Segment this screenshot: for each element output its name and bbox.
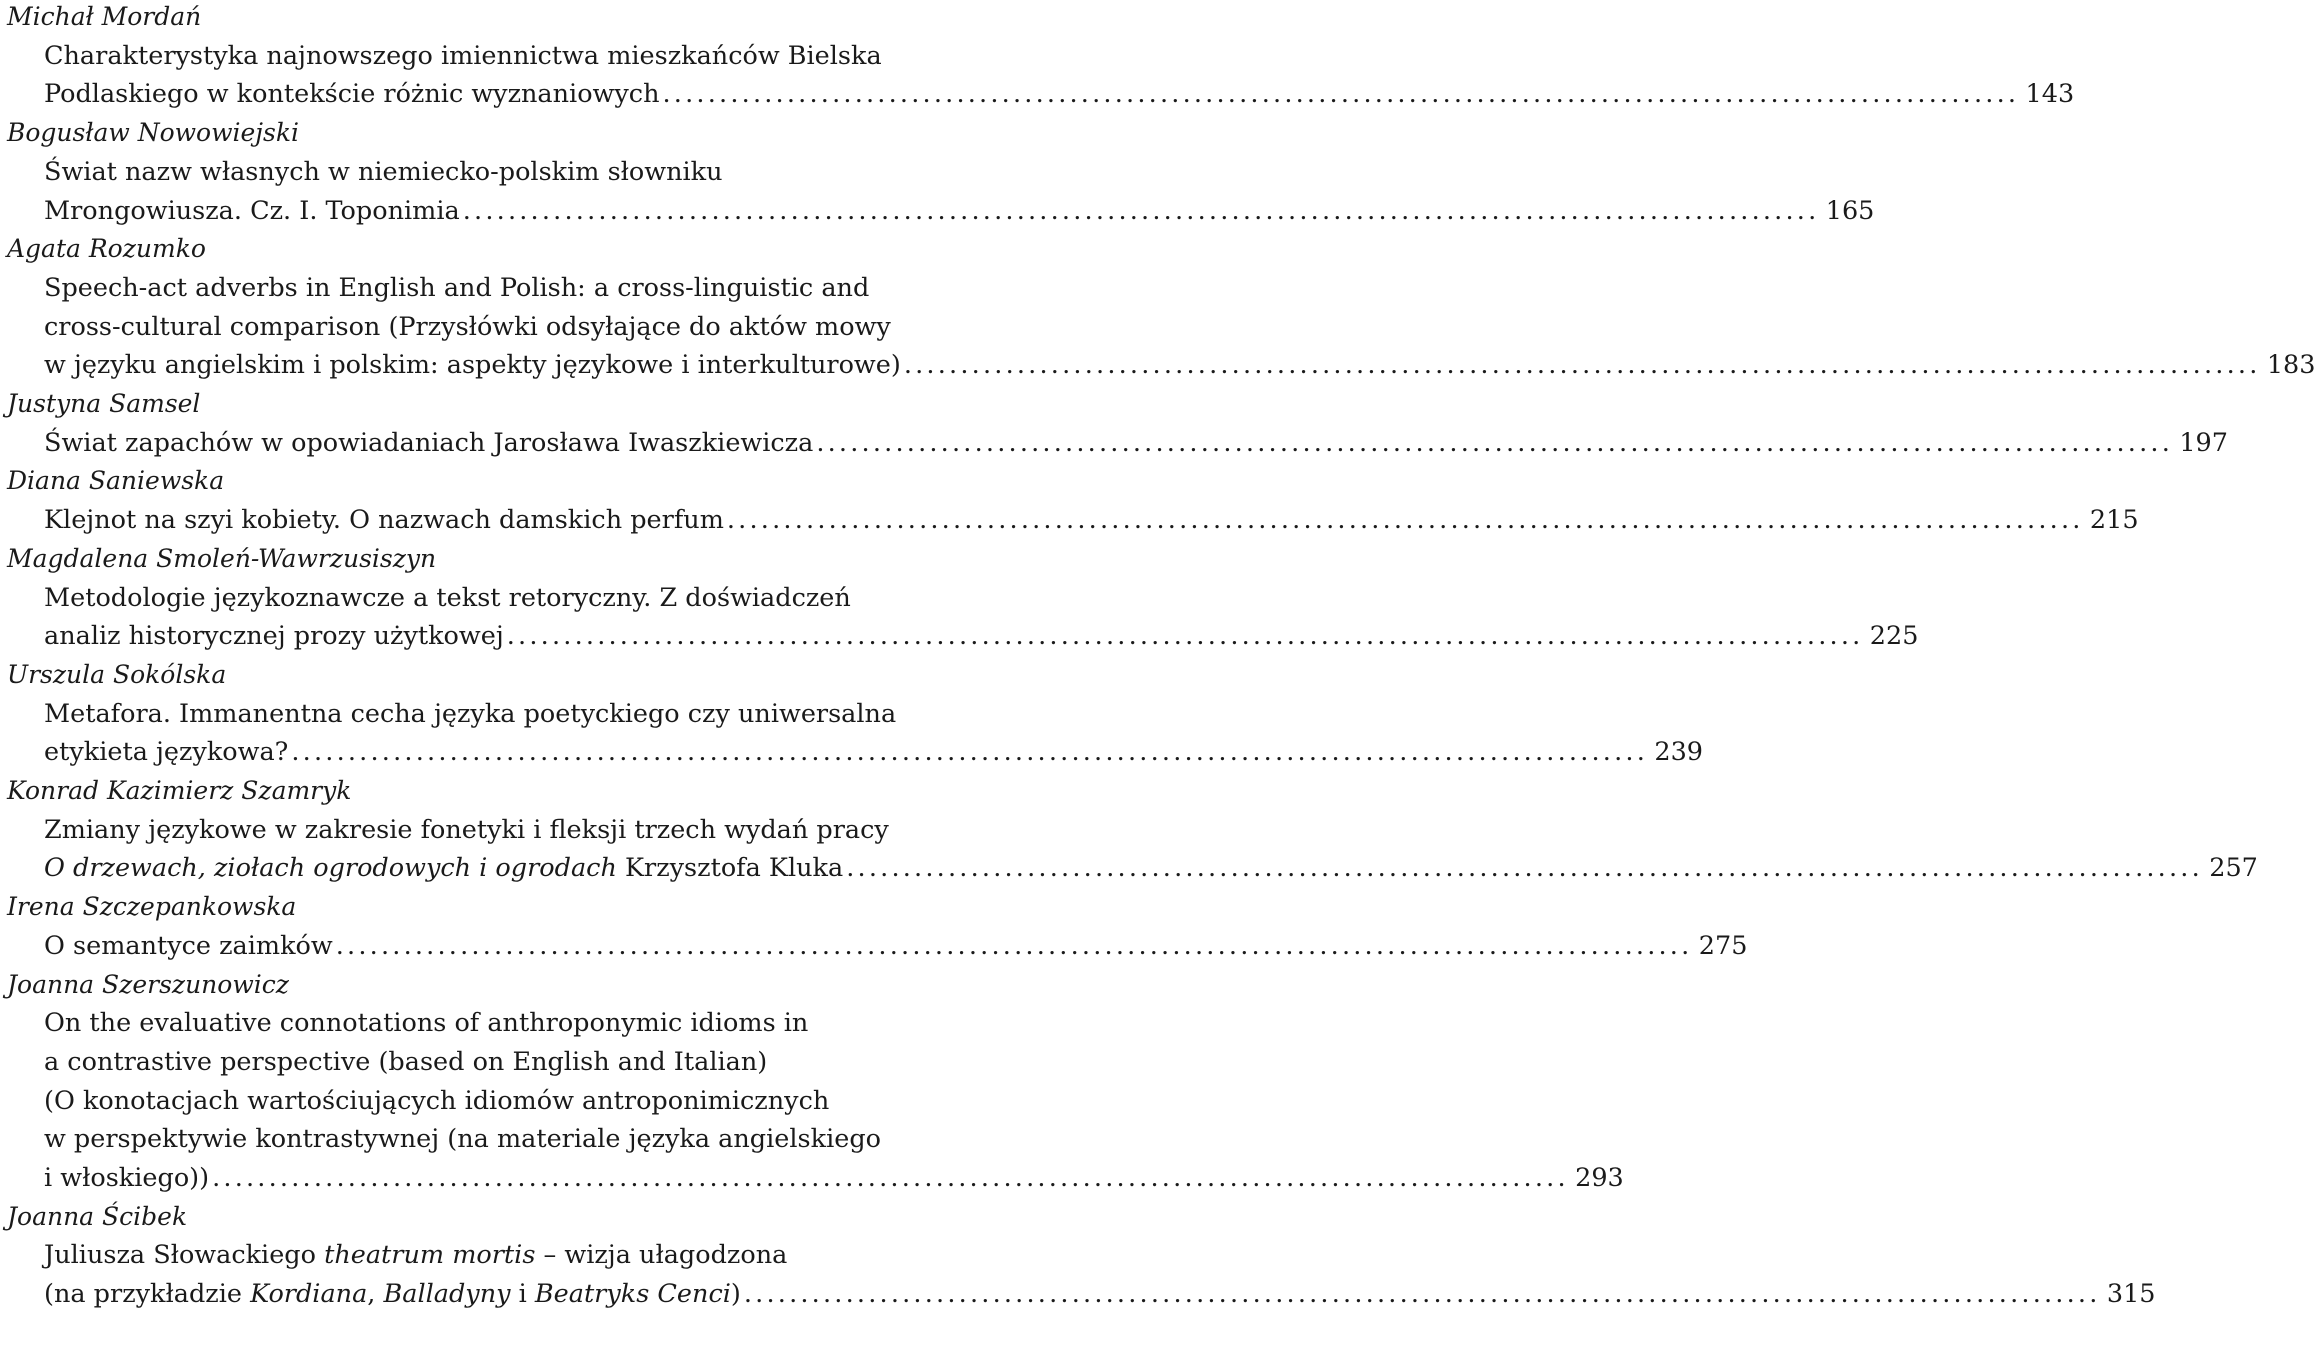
page-number: 293 xyxy=(1575,1163,1624,1193)
entry-title-line: cross-cultural comparison (Przysłówki odsyłające do aktów mowy xyxy=(44,311,891,342)
entry-title-last-line xyxy=(0,192,1875,230)
entry-author: Urszula Sokólska xyxy=(7,659,227,689)
entry-title-last-line xyxy=(0,1159,1624,1197)
entry-author: Bogusław Nowowiejski xyxy=(7,118,300,148)
entry-title-line: Świat nazw własnych w niemiecko-polskim słowniku xyxy=(44,156,723,187)
page-number: 183 xyxy=(2266,350,2316,381)
entry-author: Joanna Szerszunowicz xyxy=(7,969,289,999)
page-number: 275 xyxy=(1698,930,1748,961)
dot-leader: ........................................................................................................................ xyxy=(291,737,1649,768)
entry-title-line: Metodologie językoznawcze a tekst retoryczny. Z doświadczeń xyxy=(44,582,851,613)
dot-leader: ........................................................................................................................ xyxy=(506,621,1864,652)
entry-title-last-line xyxy=(0,1275,2156,1313)
entry-title-line: (O konotacjach wartościujących idiomów antroponimicznych xyxy=(44,1085,830,1116)
entry-title-last-line xyxy=(0,75,2075,113)
title-fragment: – wizja ułagodzona xyxy=(535,1240,788,1271)
entry-title-last-line xyxy=(0,617,1919,655)
entry-title-line: Charakterystyka najnowszego imiennictwa mieszkańców Bielska xyxy=(44,40,882,71)
entry-title-text: Mrongowiusza. Cz. I. Toponimia xyxy=(44,195,460,226)
dot-leader: ........................................................................................................................ xyxy=(335,930,1693,961)
dot-leader: ........................................................................................................................ xyxy=(743,1279,2101,1310)
entry-title-last-line xyxy=(0,733,1704,771)
entry-author: Irena Szczepankowska xyxy=(7,892,297,922)
title-fragment: Balladyny xyxy=(383,1279,511,1310)
entry-title-line xyxy=(0,1236,1004,1274)
entry-title-last-line xyxy=(0,849,2258,887)
entry-title-line: a contrastive perspective (based on English and Italian) xyxy=(44,1046,768,1077)
dot-leader: ........................................................................................................................ xyxy=(726,505,2084,536)
dot-leader: ........................................................................................................................ xyxy=(662,79,2020,110)
title-fragment: (na przykładzie xyxy=(44,1279,251,1310)
dot-leader: ........................................................................................................................ xyxy=(846,853,2203,884)
entry-title-text: Świat zapachów w opowiadaniach Jarosława Iwaszkiewicza xyxy=(44,427,814,458)
entry-title-text xyxy=(44,1275,741,1313)
dot-leader: ........................................................................................................................ xyxy=(903,350,2261,381)
title-fragment: , xyxy=(367,1279,384,1310)
page-number: 315 xyxy=(2106,1279,2156,1310)
entry-title-line: Speech-act adverbs in English and Polish: a cross-linguistic and xyxy=(44,272,870,303)
dot-leader: ........................................................................................................................ xyxy=(462,195,1820,226)
entry-title-line: On the evaluative connotations of anthroponymic idioms in xyxy=(44,1008,809,1039)
entry-title-last-line xyxy=(0,501,2139,539)
entry-title-last-line xyxy=(0,424,2228,462)
page-number: 165 xyxy=(1825,195,1875,226)
entry-author: Agata Rozumko xyxy=(7,234,206,264)
entry-title-text: Podlaskiego w kontekście różnic wyznaniowych xyxy=(44,79,660,110)
entry-author: Joanna Ścibek xyxy=(7,1201,188,1231)
title-fragment: ) xyxy=(730,1279,741,1310)
entry-title-text: w języku angielskim i polskim: aspekty językowe i interkulturowe) xyxy=(44,350,901,381)
entry-author: Konrad Kazimierz Szamryk xyxy=(7,776,352,805)
dot-leader: ........................................................................................................................ xyxy=(816,427,2173,458)
page-number: 143 xyxy=(2025,79,2075,110)
title-fragment: O drzewach, ziołach ogrodowych i ogrodach xyxy=(44,853,617,884)
title-fragment: Kordiana xyxy=(250,1279,368,1310)
entry-title-text xyxy=(44,849,843,887)
entry-author: Magdalena Smoleń-Wawrzusiszyn xyxy=(7,543,437,573)
title-fragment: i xyxy=(510,1279,535,1310)
entry-author: Justyna Samsel xyxy=(7,389,201,418)
entry-title-line: w perspektywie kontrastywnej (na materiale języka angielskiego xyxy=(44,1124,881,1155)
entry-author: Michał Mordań xyxy=(7,2,202,31)
entry-title-line: Zmiany językowe w zakresie fonetyki i fleksji trzech wydań pracy xyxy=(44,814,889,845)
entry-title-text: etykieta językowa? xyxy=(44,737,289,768)
title-fragment: theatrum mortis xyxy=(324,1240,536,1271)
page-number: 257 xyxy=(2209,853,2258,884)
page-number: 239 xyxy=(1654,737,1704,768)
page-number: 225 xyxy=(1869,621,1919,652)
entry-title-text: Klejnot na szyi kobiety. O nazwach damskich perfum xyxy=(44,505,724,536)
title-fragment: Beatryks Cenci xyxy=(534,1279,731,1310)
dot-leader: ........................................................................................................................ xyxy=(212,1163,1569,1193)
entry-title-text: O semantyce zaimków xyxy=(44,930,333,961)
title-fragment: Krzysztofa Kluka xyxy=(616,853,844,884)
entry-author: Diana Saniewska xyxy=(7,466,225,496)
entry-title-last-line xyxy=(0,346,2316,384)
page-number: 197 xyxy=(2179,427,2228,458)
page-number: 215 xyxy=(2089,505,2139,536)
entry-title-last-line xyxy=(0,927,1748,965)
entry-title-text: analiz historycznej prozy użytkowej xyxy=(44,621,504,652)
title-fragment: Juliusza Słowackiego xyxy=(44,1240,325,1271)
entry-title-text: i włoskiego)) xyxy=(44,1163,210,1193)
entry-title-line: Metafora. Immanentna cecha języka poetyckiego czy uniwersalna xyxy=(44,698,897,729)
